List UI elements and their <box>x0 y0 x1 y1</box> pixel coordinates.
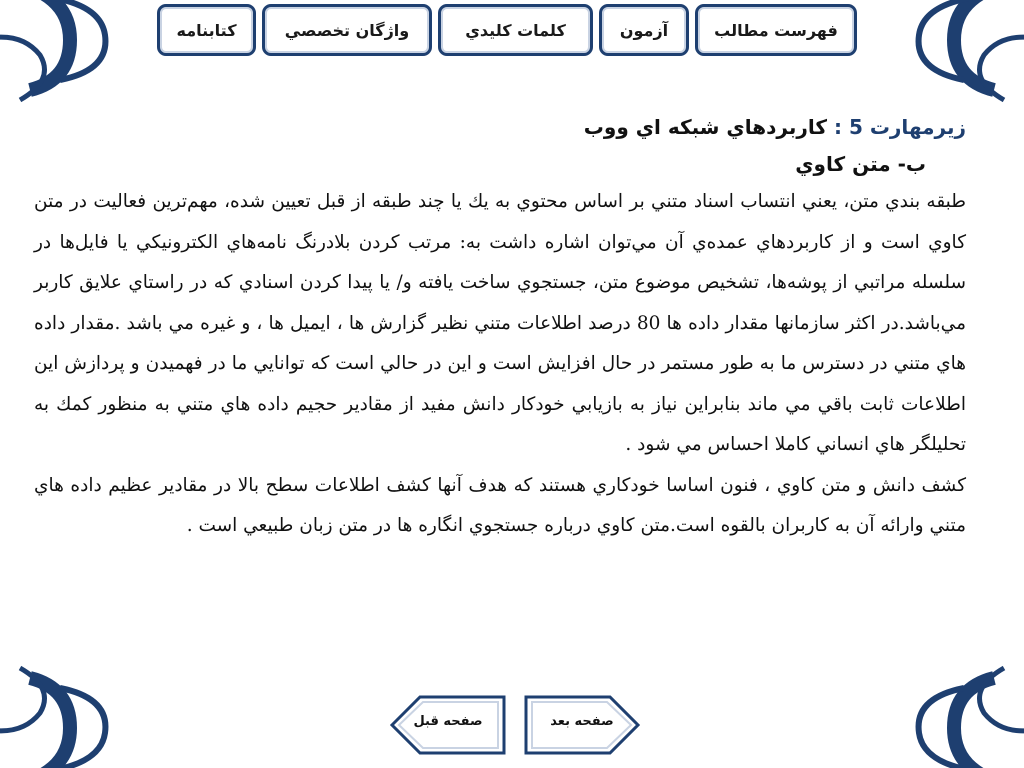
decorative-swirl-icon <box>0 0 130 110</box>
nav-button-bibliography[interactable]: كتابنامه <box>157 4 256 56</box>
nav-button-glossary[interactable]: واژگان تخصصي <box>262 4 432 56</box>
corner-ornament-bottom-right <box>894 658 1024 768</box>
nav-button-keywords[interactable]: كلمات كليدي <box>438 4 593 56</box>
corner-ornament-bottom-left <box>0 658 130 768</box>
paragraph: طبقه بندي متن، يعني انتساب اسناد متني بر اساس محتوي به يك يا چند طبقه از قبل تعيين شده، مهم‌ترين فعاليت در متن كاوي است و از كاربردهاي عمده‌ي آن مي‌توان اشاره داشت به: مرتب كردن بلادرنگ نامه‌هاي الكترونيكي يا فايل‌ها در سلسله مراتبي از پوشه‌ها، تشخيص موضوع متن، جستجوي ساخت يافته و/ يا پيدا كردن اسنادي كه در راستاي علايق كاربر مي‌باشد.در اكثر سازمانها مقدار داده ها 80 درصد اطلاعات متني نظير گزارش ها ، ايميل ها ، و غيره مي باشد .مقدار داده هاي متني در دسترس ما به طور مستمر در حال افزايش است و اين در حالي است كه توانايي ما در فهميدن و پردازش اين اطلاعات ثابت باقي مي ماند بنابراين نياز به بازيابي خودكار دانش مفيد از مقادير حجيم داده هاي متني به منظور كمك به تحليلگر هاي انساني كاملا احساس مي شود . <box>34 191 966 455</box>
next-page-button[interactable] <box>524 695 640 755</box>
page-title <box>34 108 966 146</box>
nav-button-quiz[interactable]: آزمون <box>599 4 689 56</box>
main-content <box>34 108 966 547</box>
previous-page-label: صفحه قبل <box>413 714 483 729</box>
section-title: ب- متن كاوي <box>795 152 926 176</box>
decorative-swirl-icon <box>894 0 1024 110</box>
next-page-label: صفحه بعد <box>550 714 614 729</box>
nav-button-table-of-contents[interactable]: فهرست مطالب <box>695 4 857 56</box>
top-navigation <box>157 4 857 60</box>
decorative-swirl-icon <box>0 658 130 768</box>
pager <box>390 695 640 755</box>
corner-ornament-top-left <box>0 0 130 110</box>
corner-ornament-top-right <box>894 0 1024 110</box>
paragraph: كشف دانش و متن كاوي ، فنون اساسا خودكاري هستند كه هدف آنها كشف اطلاعات سطح بالا در مقادير عظيم داده هاي متني وارائه آن به كاربران بالقوه است.متن كاوي درباره جستجوي انگاره ها در متن زبان طبيعي است . <box>34 474 966 536</box>
previous-page-button[interactable] <box>390 695 506 755</box>
subskill-title: كاربردهاي شبكه اي ووب <box>583 115 827 139</box>
subskill-number: زيرمهارت 5 : <box>833 115 966 139</box>
decorative-swirl-icon <box>894 658 1024 768</box>
